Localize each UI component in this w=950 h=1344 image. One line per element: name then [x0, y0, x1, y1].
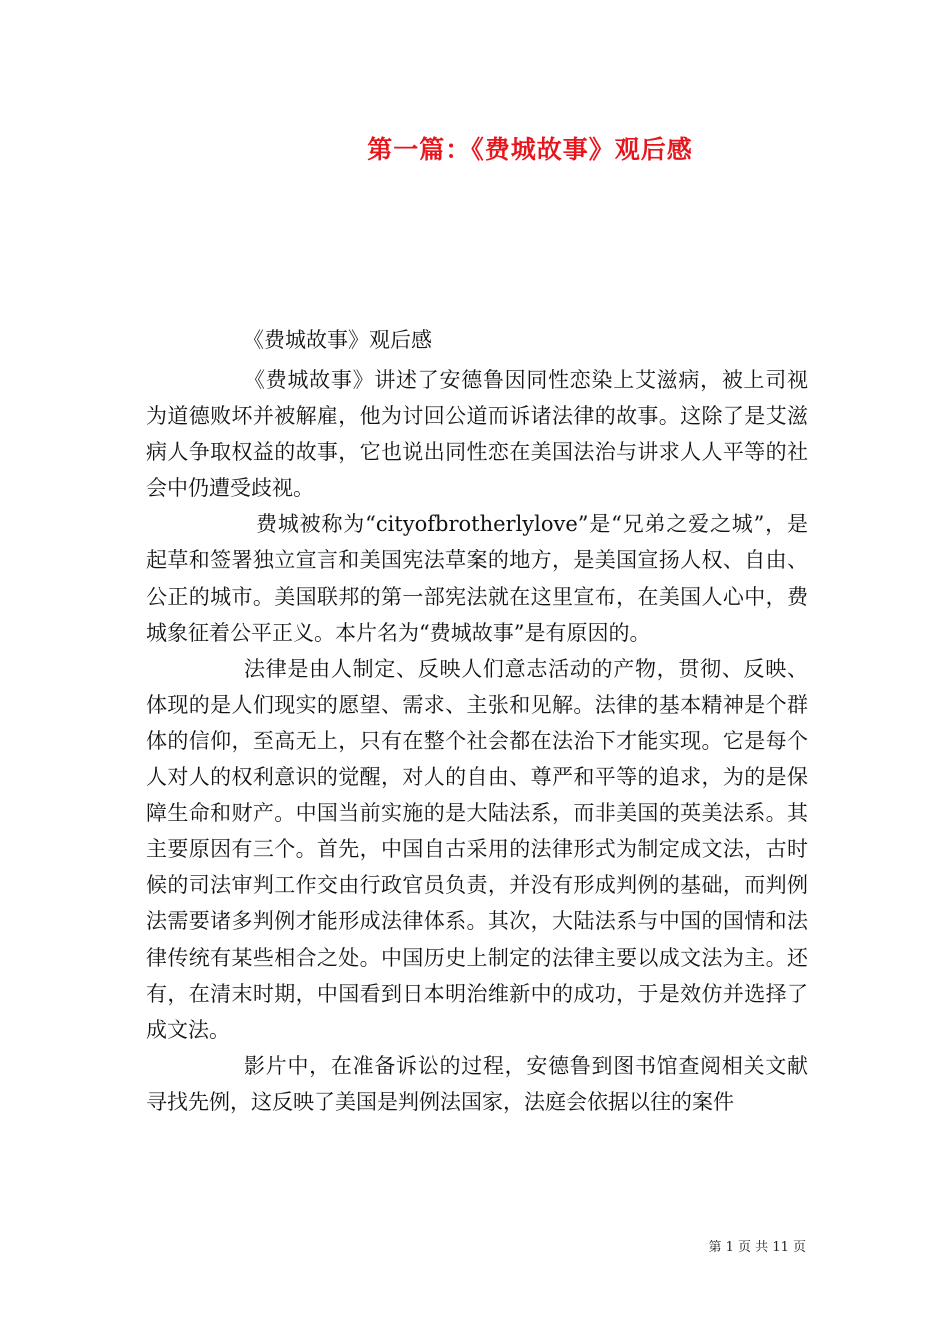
- document-body: [146, 362, 808, 1120]
- document-subtitle: 《费城故事》观后感: [243, 328, 432, 352]
- page-footer: 第 1 页 共 11 页: [708, 1240, 806, 1255]
- paragraph: 《费城故事》讲述了安德鲁因同性恋染上艾滋病，被上司视为道德败坏并被解雇，他为讨回公道而诉诸法律的故事。这除了是艾滋病人争取权益的故事，它也说出同性恋在美国法治与讲求人人平等的社会中仍遭受歧视。: [146, 368, 808, 501]
- paragraph: 费城被称为“cityofbrotherlylove”是“兄弟之爱之城”，是起草和签署独立宣言和美国宪法草案的地方，是美国宣扬人权、自由、公正的城市。美国联邦的第一部宪法就在这里宣布，在美国人心中，费城象征着公平正义。本片名为“费城故事”是有原因的。: [146, 512, 808, 645]
- paragraph: 影片中，在准备诉讼的过程，安德鲁到图书馆查阅相关文献寻找先例，这反映了美国是判例法国家，法庭会依据以往的案件: [146, 1053, 808, 1114]
- paragraph: 法律是由人制定、反映人们意志活动的产物，贯彻、反映、体现的是人们现实的愿望、需求、主张和见解。法律的基本精神是个群体的信仰，至高无上，只有在整个社会都在法治下才能实现。它是每个人对人的权利意识的觉醒，对人的自由、尊严和平等的追求，为的是保障生命和财产。中国当前实施的是大陆法系，而非美国的英美法系。其主要原因有三个。首先，中国自古采用的法律形式为制定成文法，古时候的司法审判工作交由行政官员负责，并没有形成判例的基础，而判例法需要诸多判例才能形成法律体系。其次，大陆法系与中国的国情和法律传统有某些相合之处。中国历史上制定的法律主要以成文法为主。还有，在清末时期，中国看到日本明治维新中的成功，于是效仿并选择了成文法。: [146, 656, 808, 1042]
- document-title: 第一篇：《费城故事》观后感: [367, 135, 693, 164]
